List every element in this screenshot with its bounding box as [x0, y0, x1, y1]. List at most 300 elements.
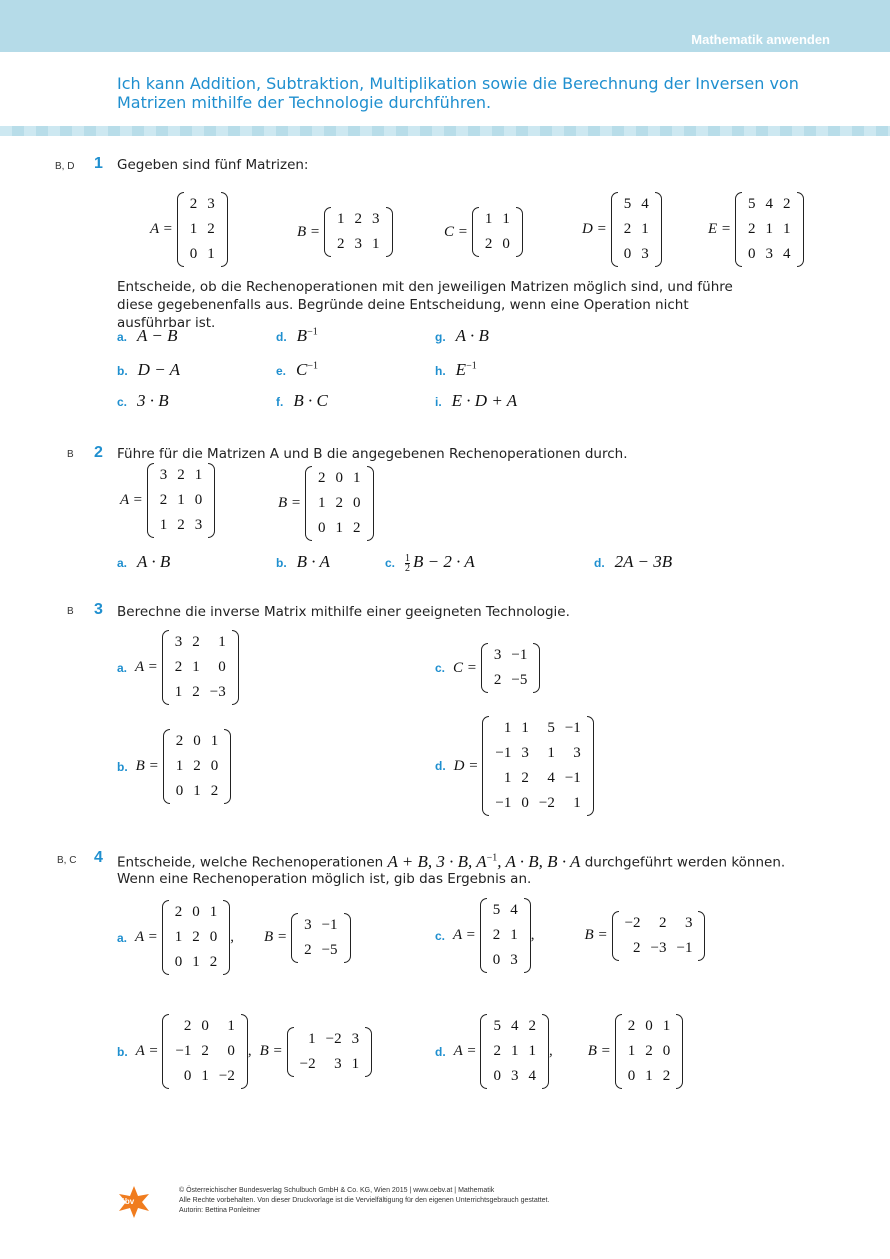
matrix-b — [260, 1027, 372, 1077]
task4-text: Entscheide, welche Rechenoperationen A + B, 3 · B, $A^{-1}$, A · B, B · A durchgeführt werden können. — [117, 851, 786, 871]
matrix-cell: 1 — [510, 927, 518, 943]
matrix-grid — [184, 192, 221, 267]
matrix-cell: −2 — [325, 1030, 342, 1047]
matrix-cell: 1 — [175, 758, 184, 774]
matrix-cell: 4 — [510, 902, 518, 918]
expression-exponent: −1 — [466, 360, 477, 372]
task1-tag: B, D — [55, 161, 75, 172]
item-slot — [435, 326, 489, 346]
expression-text: E · D + A — [451, 391, 518, 410]
item-label: e. — [276, 364, 287, 378]
bracket-right — [533, 643, 540, 693]
item-slot — [276, 326, 318, 346]
bracket-right — [676, 1014, 683, 1089]
footer — [179, 1186, 549, 1216]
matrix-a — [454, 1014, 549, 1089]
matrix-cell: 1 — [192, 659, 200, 675]
matrix-cell: 3 — [207, 196, 215, 212]
bracket-left — [480, 898, 487, 973]
matrix-name: B = — [264, 929, 288, 945]
matrix-cell: 0 — [318, 520, 326, 536]
item-slot — [276, 360, 318, 380]
matrix-cell: −5 — [321, 941, 338, 958]
matrix-cell: 2 — [175, 733, 184, 749]
task3-number: 3 — [94, 601, 103, 618]
matrix-cell: 3 — [351, 1030, 360, 1047]
item-slot — [276, 552, 330, 572]
expression-exponent: −1 — [307, 360, 318, 372]
bracket-left — [482, 716, 489, 816]
matrix-cell: 0 — [623, 246, 632, 262]
matrix-cell: 1 — [351, 1055, 360, 1072]
separator-comma: , — [230, 929, 235, 945]
item-label: d. — [276, 330, 287, 344]
matrix-cell: −3 — [650, 939, 667, 956]
matrix-cell: 5 — [623, 196, 632, 212]
bracket-left — [481, 643, 488, 693]
matrix-cell: 2 — [159, 492, 168, 508]
matrix-cell: 1 — [335, 520, 344, 536]
expression-text: D − A — [137, 360, 180, 379]
matrix-b — [264, 913, 351, 963]
matrix-cell: −1 — [321, 916, 338, 933]
matrix-cell: 3 — [573, 745, 581, 761]
matrix-cell: 0 — [183, 1068, 192, 1084]
bracket-right — [208, 463, 215, 538]
matrix-a — [136, 1014, 248, 1089]
item-slot — [435, 391, 517, 411]
item-label: b. — [276, 556, 287, 570]
matrix-name: E = — [708, 221, 732, 237]
matrix-cell: 3 — [174, 634, 183, 650]
task2-number: 2 — [94, 444, 103, 461]
item-slot — [594, 552, 672, 572]
matrix-cell: 0 — [193, 733, 201, 749]
matrix-cell: 3 — [159, 467, 168, 483]
expression-text: E — [455, 360, 467, 379]
item-label: a. — [117, 556, 128, 570]
matrix-cell: 2 — [335, 495, 344, 511]
matrix-name: A = — [453, 1043, 477, 1059]
matrix-grid — [169, 1014, 240, 1089]
matrix-cell: 0 — [493, 1068, 501, 1084]
matrix-grid — [294, 1027, 365, 1077]
expression-text: C — [296, 360, 308, 379]
matrix-name: A = — [135, 929, 158, 945]
matrix-cell: −5 — [511, 672, 528, 688]
matrix-cell: 2 — [193, 758, 201, 774]
matrix-cell: 1 — [159, 517, 168, 533]
matrix-cell: 1 — [372, 236, 380, 252]
matrix-cell: 1 — [174, 929, 183, 945]
matrix-cell: −1 — [564, 720, 581, 736]
bracket-left — [735, 192, 742, 267]
task4-operations: A + B, 3 · B, $A^{-1}$, A · B, B · A — [387, 851, 581, 871]
matrix-cell: 0 — [502, 236, 510, 252]
matrix-cell: 0 — [194, 492, 203, 508]
item-slot — [385, 552, 475, 573]
matrix-b — [585, 911, 706, 961]
matrix-cell: 1 — [218, 634, 226, 650]
matrix-cell: 0 — [174, 954, 183, 970]
item-slot — [276, 391, 328, 411]
matrix-name: A = — [135, 1043, 159, 1059]
matrix-grid — [298, 913, 343, 963]
item-label: c. — [385, 556, 396, 570]
matrix-cell: 1 — [177, 492, 185, 508]
matrix-cell: −3 — [209, 684, 226, 700]
matrix-cell: 3 — [372, 211, 380, 227]
bracket-right — [698, 911, 705, 961]
task4-text2: Wenn eine Rechenoperation möglich ist, gib das Ergebnis an. — [117, 871, 532, 887]
pair-slot — [435, 898, 705, 973]
item-label: h. — [435, 364, 446, 378]
item-slot — [117, 391, 169, 411]
task4-number: 4 — [94, 849, 103, 866]
matrix-cell: 2 — [748, 221, 756, 237]
item-label: i. — [435, 395, 442, 409]
item-label: b. — [117, 364, 128, 378]
matrix-name: B = — [297, 223, 321, 240]
footer-copyright: © Österreichischer Bundesverlag Schulbuch GmbH & Co. KG, Wien 2015 | www.oebv.at | Mathematik — [179, 1187, 495, 1194]
matrix-cell: 2 — [353, 520, 361, 536]
matrix-a — [453, 898, 531, 973]
pair-slot — [435, 1014, 683, 1089]
matrix-cell: 2 — [627, 1018, 636, 1034]
matrix-cell: 2 — [659, 914, 667, 931]
bracket-right — [367, 466, 374, 541]
bracket-left — [305, 466, 312, 541]
item-expression — [293, 391, 327, 411]
item-slot — [435, 360, 477, 380]
matrix-cell: 3 — [304, 916, 312, 933]
item-label: c. — [435, 928, 446, 943]
item-label: b. — [117, 1044, 128, 1059]
matrix-cell: 2 — [174, 904, 183, 920]
item-label: d. — [435, 1044, 446, 1059]
bracket-left — [291, 913, 298, 963]
matrix-cell: 1 — [662, 1018, 671, 1034]
matrix-cell: 2 — [177, 517, 185, 533]
matrix-grid — [170, 729, 225, 804]
matrix-cell: 2 — [304, 941, 312, 958]
matrix-grid — [331, 207, 386, 257]
matrix-cell: 1 — [193, 783, 201, 799]
matrix-cell: 0 — [353, 495, 361, 511]
fraction-denominator: 2 — [405, 562, 411, 574]
matrix-cell: 1 — [521, 720, 529, 736]
matrix-cell: 4 — [783, 246, 791, 262]
matrix-cell: 1 — [783, 221, 791, 237]
item-expression — [297, 326, 318, 346]
bracket-right — [386, 207, 393, 257]
matrix-cell: 5 — [748, 196, 756, 212]
matrix-cell: 2 — [177, 467, 185, 483]
matrix-b — [136, 729, 232, 804]
matrix-cell: 2 — [337, 236, 345, 252]
item-expression — [138, 360, 180, 380]
task1-number: 1 — [94, 155, 103, 172]
matrix-cell: 4 — [528, 1068, 536, 1084]
bracket-left — [287, 1027, 294, 1077]
matrix-cell: 2 — [492, 927, 501, 943]
footer-rights: Alle Rechte vorbehalten. Von dieser Druckvorlage ist die Vervielfältigung für den eigenen Unterrichtsgebrauch gestattet. — [179, 1197, 550, 1204]
bracket-left — [162, 1014, 169, 1089]
matrix-cell: 2 — [207, 221, 215, 237]
expression-text: A · B — [455, 326, 489, 345]
bracket-left — [162, 630, 169, 705]
task2-tag: B — [67, 449, 74, 460]
expression-text: A · B — [137, 552, 171, 571]
item-label: d. — [435, 759, 446, 773]
item-slot — [117, 360, 180, 380]
item-expression — [137, 391, 169, 411]
matrix-grid — [479, 207, 516, 257]
matrix-cell: 2 — [528, 1018, 536, 1034]
matrix-cell: 1 — [353, 470, 361, 486]
matrix-grid — [312, 466, 367, 541]
matrix-cell: 1 — [627, 1043, 636, 1059]
bracket-right — [516, 207, 523, 257]
bracket-left — [615, 1014, 622, 1089]
matrix-cell: 2 — [645, 1043, 653, 1059]
matrix-d — [454, 716, 594, 816]
logo-text: öbv — [120, 1197, 135, 1206]
matrix-name: D = — [582, 221, 607, 237]
item-label: g. — [435, 330, 446, 344]
mat-item-slot — [435, 643, 540, 693]
matrix-cell: 3 — [510, 1068, 519, 1084]
matrix-cell: 3 — [194, 517, 203, 533]
matrix-cell: 1 — [189, 221, 198, 237]
matrix-cell: 3 — [521, 745, 529, 761]
matrix-cell: 2 — [521, 770, 529, 786]
matrix-cell: 1 — [547, 745, 555, 761]
matrix-cell: 1 — [484, 211, 493, 227]
matrix-cell: −1 — [511, 647, 528, 663]
matrix-cell: 2 — [623, 221, 632, 237]
matrix-grid — [619, 911, 699, 961]
matrix-cell: 2 — [318, 470, 326, 486]
matrix-grid — [169, 900, 224, 975]
fraction-numerator: 1 — [405, 552, 411, 564]
bracket-right — [365, 1027, 372, 1077]
matrix-cell: 0 — [189, 246, 198, 262]
matrix-cell: 1 — [765, 221, 774, 237]
matrix-cell: 0 — [227, 1043, 235, 1059]
matrix-grid — [154, 463, 209, 538]
matrix-cell: 1 — [645, 1068, 653, 1084]
matrix-cell: 1 — [192, 954, 200, 970]
matrix-cell: −1 — [495, 795, 512, 811]
bracket-left — [177, 192, 184, 267]
matrix-cell: 0 — [218, 659, 226, 675]
matrix-cell: 4 — [765, 196, 774, 212]
bracket-left — [472, 207, 479, 257]
fraction — [405, 554, 410, 573]
item-label: a. — [117, 930, 128, 945]
expression-text: B — [296, 326, 308, 345]
matrix-cell: 3 — [684, 914, 693, 931]
item-slot — [117, 326, 177, 346]
expression-text: 3 · B — [137, 391, 169, 410]
matrix-name: A = — [453, 927, 476, 943]
matrix-cell: 2 — [189, 196, 198, 212]
matrix-cell: 3 — [493, 647, 502, 663]
matrix-cell: 0 — [201, 1018, 209, 1034]
item-label: f. — [276, 395, 284, 409]
matrix-grid — [618, 192, 655, 267]
item-expression — [405, 552, 475, 573]
matrix-cell: 0 — [645, 1018, 653, 1034]
separator-comma: , — [548, 1043, 553, 1059]
matrix-cell: 0 — [627, 1068, 636, 1084]
expression-text: B · C — [293, 391, 328, 410]
matrix-name: B = — [135, 758, 159, 774]
task1-instruction: Entscheide, ob die Rechenoperationen mit den jeweiligen Matrizen möglich sind, und führe diese gegebenenfalls aus. Begründe deine Entscheidung, wenn eine Operation nicht ausführbar ist. — [117, 279, 733, 331]
matrix-cell: 1 — [573, 795, 581, 811]
expression-text: A − B — [137, 326, 178, 345]
matrix-cell: 2 — [493, 1043, 501, 1059]
bracket-left — [324, 207, 331, 257]
matrix-slot — [120, 463, 215, 538]
expression-text: 2A − 3B — [614, 552, 673, 571]
matrix-a — [120, 463, 215, 538]
matrix-b — [278, 466, 374, 541]
matrix-cell: 2 — [484, 236, 493, 252]
matrix-cell: 0 — [521, 795, 529, 811]
item-expression — [137, 552, 170, 572]
bracket-left — [163, 729, 170, 804]
bracket-right — [344, 913, 351, 963]
matrix-cell: 1 — [337, 211, 345, 227]
matrix-cell: 1 — [318, 495, 326, 511]
matrix-cell: −1 — [495, 745, 512, 761]
item-label: b. — [117, 759, 128, 774]
item-expression — [452, 391, 517, 411]
matrix-cell: 1 — [510, 1043, 519, 1059]
bracket-right — [542, 1014, 549, 1089]
matrix-cell: 1 — [209, 904, 218, 920]
footer-author: Autorin: Bettina Ponleitner — [179, 1207, 261, 1214]
item-slot — [117, 552, 170, 572]
bracket-right — [221, 192, 228, 267]
matrix-cell: 0 — [192, 904, 200, 920]
matrix-cell: 1 — [207, 246, 215, 262]
matrix-grid — [487, 1014, 542, 1089]
matrix-cell: 5 — [492, 902, 501, 918]
matrix-cell: 2 — [174, 659, 183, 675]
bracket-left — [611, 192, 618, 267]
matrix-name: B = — [259, 1043, 283, 1059]
matrix-cell: 1 — [502, 211, 510, 227]
matrix-cell: 2 — [192, 634, 200, 650]
matrix-cell: 1 — [210, 733, 219, 749]
matrix-name: C = — [453, 659, 477, 676]
matrix-slot — [150, 192, 228, 267]
matrix-cell: 2 — [493, 672, 502, 688]
matrix-slot — [278, 466, 374, 541]
matrix-cell: 2 — [633, 939, 641, 956]
item-expression — [615, 552, 672, 572]
matrix-name: A = — [150, 221, 173, 237]
bracket-right — [224, 729, 231, 804]
separator-comma: , — [530, 927, 535, 943]
matrix-d — [582, 192, 662, 267]
matrix-cell: 1 — [308, 1030, 316, 1047]
learning-goal: Ich kann Addition, Subtraktion, Multiplikation sowie die Berechnung der Inversen von Matrizen mithilfe der Technologie durchführen. — [117, 74, 799, 112]
item-expression — [297, 552, 330, 572]
task1-text: Gegeben sind fünf Matrizen: — [117, 157, 309, 173]
matrix-b — [297, 207, 393, 257]
matrix-cell: 3 — [765, 246, 774, 262]
matrix-cell: 2 — [662, 1068, 671, 1084]
matrix-cell: 0 — [335, 470, 344, 486]
bracket-right — [655, 192, 662, 267]
matrix-cell: 1 — [227, 1018, 235, 1034]
matrix-b — [588, 1014, 684, 1089]
matrix-grid — [487, 898, 524, 973]
matrix-slot — [444, 207, 523, 257]
matrix-cell: 3 — [510, 952, 518, 968]
pair-slot — [117, 1014, 372, 1089]
matrix-cell: 0 — [662, 1043, 671, 1059]
matrix-cell: 5 — [493, 1018, 501, 1034]
matrix-cell: 1 — [174, 684, 183, 700]
matrix-name: A = — [120, 492, 143, 508]
header-title: Mathematik anwenden — [691, 32, 830, 47]
bracket-left — [612, 911, 619, 961]
matrix-cell: 2 — [192, 929, 200, 945]
item-expression — [456, 326, 489, 346]
mat-item-slot — [435, 716, 594, 816]
matrix-cell: 4 — [510, 1018, 519, 1034]
matrix-cell: 3 — [641, 246, 649, 262]
matrix-slot — [297, 207, 393, 257]
item-expression — [456, 360, 477, 380]
matrix-cell: 1 — [528, 1043, 536, 1059]
bracket-right — [587, 716, 594, 816]
matrix-grid — [742, 192, 797, 267]
expression-exponent: −1 — [307, 326, 318, 338]
task4-tag: B, C — [57, 855, 77, 866]
matrix-a — [135, 900, 230, 975]
matrix-cell: 0 — [748, 246, 756, 262]
matrix-cell: 5 — [547, 720, 555, 736]
matrix-name: B = — [587, 1043, 611, 1059]
bracket-right — [232, 630, 239, 705]
matrix-cell: 2 — [201, 1043, 209, 1059]
matrix-cell: −1 — [676, 939, 693, 956]
matrix-cell: 2 — [209, 954, 218, 970]
matrix-cell: −2 — [538, 795, 555, 811]
matrix-cell: 2 — [192, 684, 200, 700]
matrix-cell: −1 — [564, 770, 581, 786]
bracket-right — [223, 900, 230, 975]
expression-text: B − 2 · A — [413, 552, 475, 571]
matrix-cell: 4 — [641, 196, 649, 212]
matrix-cell: 1 — [201, 1068, 209, 1084]
matrix-a — [135, 630, 239, 705]
matrix-c — [444, 207, 523, 257]
item-label: c. — [435, 661, 446, 675]
bracket-left — [480, 1014, 487, 1089]
matrix-grid — [488, 643, 533, 693]
matrix-cell: −2 — [624, 914, 641, 931]
task3-text: Berechne die inverse Matrix mithilfe einer geeigneten Technologie. — [117, 604, 570, 620]
matrix-slot — [708, 192, 804, 267]
expression-text: B · A — [296, 552, 330, 571]
